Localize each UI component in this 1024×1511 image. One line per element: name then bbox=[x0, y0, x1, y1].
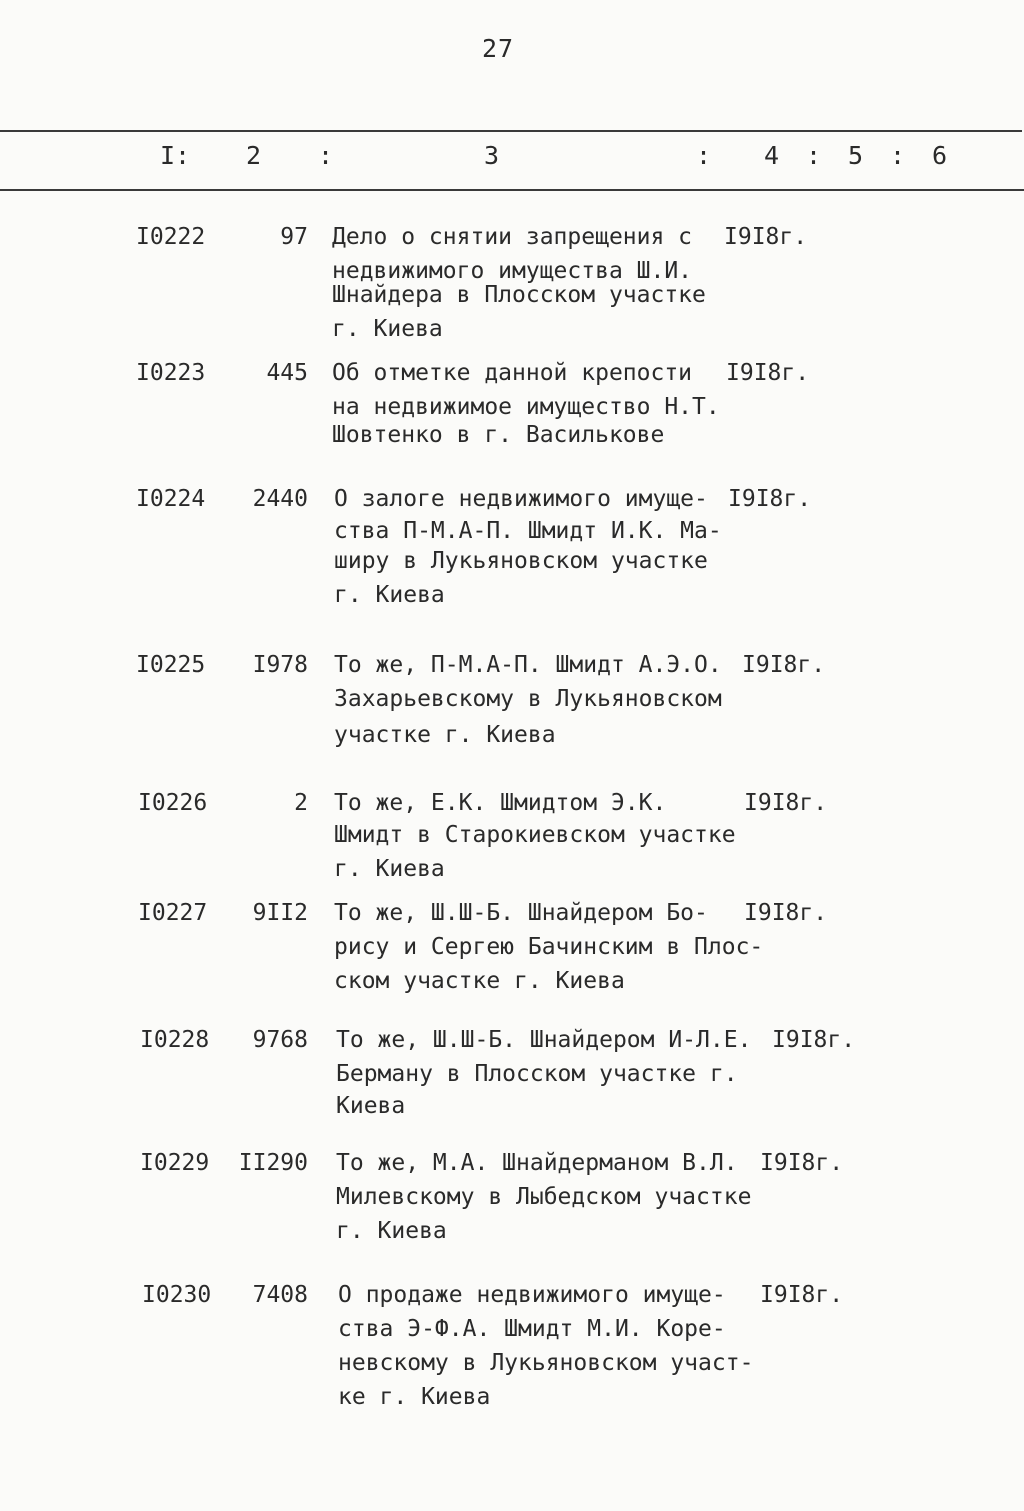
column-separator: : bbox=[318, 141, 334, 170]
record-date: I9I8г. bbox=[728, 486, 812, 512]
record-number: I0230 bbox=[142, 1282, 212, 1308]
record-description-line: Шовтенко в г. Василькове bbox=[332, 422, 665, 448]
record-date: I9I8г. bbox=[724, 224, 808, 250]
record-description-line: Шмидт в Старокиевском участке bbox=[334, 822, 736, 848]
record-number: I0227 bbox=[138, 900, 208, 926]
record-description-line: О залоге недвижимого имуще- bbox=[334, 486, 708, 512]
column-header-4: 4 bbox=[764, 141, 780, 170]
column-header-5: 5 bbox=[848, 141, 864, 170]
column-separator: : bbox=[806, 141, 822, 170]
record-description-line: г. Киева bbox=[334, 856, 445, 882]
record-description-line: То же, П-М.А-П. Шмидт А.Э.О. bbox=[334, 652, 722, 678]
record-description-line: участке г. Киева bbox=[334, 722, 556, 748]
record-description-line: То же, Ш.Ш-Б. Шнайдером И-Л.Е. bbox=[336, 1027, 752, 1053]
record-number: I0228 bbox=[140, 1027, 210, 1053]
record-description-line: ства П-М.А-П. Шмидт И.К. Ма- bbox=[334, 518, 722, 544]
record-sheet-count: 9768 bbox=[252, 1027, 308, 1053]
record-description-line: ства Э-Ф.А. Шмидт М.И. Коре- bbox=[338, 1316, 726, 1342]
header-rule-bottom bbox=[0, 189, 1024, 191]
column-header-1: I: bbox=[160, 141, 191, 170]
record-description-line: г. Киева bbox=[336, 1218, 447, 1244]
record-description-line: Берману в Плосском участке г. bbox=[336, 1061, 738, 1087]
page-number: 27 bbox=[482, 34, 515, 63]
record-description-line: О продаже недвижимого имуще- bbox=[338, 1282, 726, 1308]
record-sheet-count: II290 bbox=[238, 1150, 308, 1176]
record-number: I0224 bbox=[136, 486, 206, 512]
column-separator: : bbox=[890, 141, 906, 170]
record-description-line: Киева bbox=[336, 1093, 406, 1119]
record-number: I0223 bbox=[136, 360, 206, 386]
record-sheet-count: 7408 bbox=[252, 1282, 308, 1308]
record-date: I9I8г. bbox=[742, 652, 826, 678]
record-description-line: То же, М.А. Шнайдерманом В.Л. bbox=[336, 1150, 738, 1176]
record-description-line: на недвижимое имущество Н.Т. bbox=[332, 394, 720, 420]
header-rule-top bbox=[0, 130, 1022, 132]
record-description-line: То же, Ш.Ш-Б. Шнайдером Бо- bbox=[334, 900, 708, 926]
column-header-2: 2 bbox=[246, 141, 262, 170]
record-sheet-count: 97 bbox=[280, 224, 308, 250]
record-number: I0229 bbox=[140, 1150, 210, 1176]
record-description-line: Дело о снятии запрещения с bbox=[332, 224, 693, 250]
record-date: I9I8г. bbox=[744, 790, 828, 816]
record-description-line: рису и Сергею Бачинским в Плос- bbox=[334, 934, 764, 960]
record-description-line: ке г. Киева bbox=[338, 1384, 491, 1410]
record-description-line: невскому в Лукьяновском участ- bbox=[338, 1350, 754, 1376]
record-sheet-count: I978 bbox=[252, 652, 308, 678]
record-number: I0222 bbox=[136, 224, 206, 250]
record-date: I9I8г. bbox=[726, 360, 810, 386]
record-sheet-count: 445 bbox=[266, 360, 308, 386]
record-date: I9I8г. bbox=[760, 1150, 844, 1176]
record-description-line: Об отметке данной крепости bbox=[332, 360, 693, 386]
record-number: I0226 bbox=[138, 790, 208, 816]
record-sheet-count: 2440 bbox=[252, 486, 308, 512]
column-header-3: 3 bbox=[484, 141, 500, 170]
record-date: I9I8г. bbox=[744, 900, 828, 926]
record-sheet-count: 9II2 bbox=[252, 900, 308, 926]
record-number: I0225 bbox=[136, 652, 206, 678]
record-description-line: г. Киева bbox=[332, 316, 443, 342]
record-description-line: Милевскому в Лыбедском участке bbox=[336, 1184, 752, 1210]
record-description-line: недвижимого имущества Ш.И. bbox=[332, 258, 693, 284]
record-sheet-count: 2 bbox=[294, 790, 308, 816]
record-description-line: Шнайдера в Плосском участке bbox=[332, 282, 706, 308]
record-description-line: г. Киева bbox=[334, 582, 445, 608]
record-description-line: ском участке г. Киева bbox=[334, 968, 625, 994]
record-description-line: ширу в Лукьяновском участке bbox=[334, 548, 708, 574]
record-description-line: То же, Е.К. Шмидтом Э.К. bbox=[334, 790, 667, 816]
column-header-6: 6 bbox=[932, 141, 948, 170]
record-description-line: Захарьевскому в Лукьяновском bbox=[334, 686, 722, 712]
column-separator: : bbox=[696, 141, 712, 170]
record-date: I9I8г. bbox=[760, 1282, 844, 1308]
record-date: I9I8г. bbox=[772, 1027, 856, 1053]
